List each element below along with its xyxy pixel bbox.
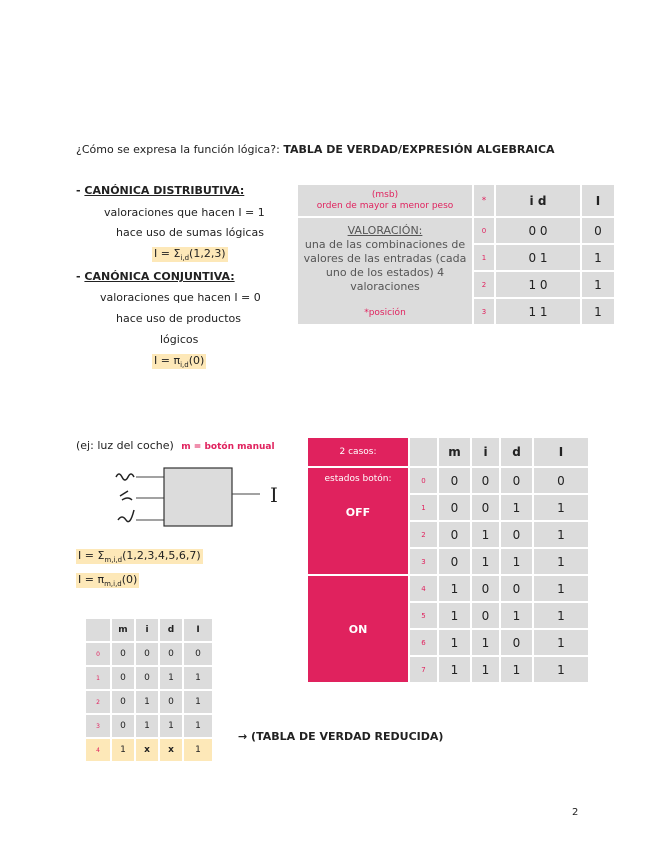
t1-row1-out: 1 bbox=[582, 245, 614, 270]
example-formula1: $I = \Sigma_{m,i,d}(1,2,3,4,5,6,7)$ bbox=[78, 549, 201, 565]
cc-line1: valoraciones que hacen I = 0 bbox=[100, 291, 261, 304]
star-header: * bbox=[474, 185, 494, 216]
cd-line1: valoraciones que hacen I = 1 bbox=[104, 206, 265, 219]
example-formula2: $I = \pi_{m,i,d}(0)$ bbox=[78, 573, 138, 589]
cc-line3: lógicos bbox=[160, 333, 199, 346]
heading-question: ¿Cómo se expresa la función lógica?: bbox=[76, 143, 280, 156]
on-group: ON bbox=[308, 576, 408, 682]
output-label: I bbox=[270, 483, 278, 507]
truth-table-reduced: m i d I 0 0 0 0 0 1 0 0 1 1 2 0 1 0 1 3 0 1 1 1 4 1 x x 1 bbox=[84, 617, 214, 763]
t1-row2-vals: 1 0 bbox=[496, 272, 580, 297]
cd-line2: hace uso de sumas lógicas bbox=[116, 226, 264, 239]
circuit-diagram bbox=[110, 462, 290, 532]
t1-row2-out: 1 bbox=[582, 272, 614, 297]
canonica-distributiva-title: - CANÓNICA DISTRIBUTIVA: bbox=[76, 184, 245, 197]
cc-formula: $I = \pi_{i,d}(0)$ bbox=[154, 354, 205, 370]
canonica-conjuntiva-title: - CANÓNICA CONJUNTIVA: bbox=[76, 270, 235, 283]
heading-answer: TABLA DE VERDAD/EXPRESIÓN ALGEBRAICA bbox=[283, 143, 555, 156]
example-note: m = botón manual bbox=[181, 442, 275, 452]
valoracion-cell: VALORACIÓN: una de las combinaciones de valores de las entradas (cada uno de los estados) 4 valoraciones *posición bbox=[298, 218, 472, 324]
casos-header: 2 casos: bbox=[308, 438, 408, 466]
logic-block bbox=[164, 468, 232, 526]
cc-line2: hace uso de productos bbox=[116, 312, 241, 325]
truth-table-1: (msb) orden de mayor a menor peso * i d I VALORACIÓN: una de las combinaciones de valores de las entradas (cada uno de los estados) 4 valoraciones *posición 0 0 0 0 1 0 1 1 2 1 0 1 3 1 1 1 bbox=[296, 183, 616, 326]
t1-row0-vals: 0 0 bbox=[496, 218, 580, 243]
page-heading bbox=[76, 143, 555, 156]
input-i-glyph bbox=[120, 491, 132, 500]
input-m-glyph bbox=[116, 474, 134, 480]
t1-row3-out: 1 bbox=[582, 299, 614, 324]
page-number: 2 bbox=[572, 807, 579, 818]
off-group: estados botón: OFF bbox=[308, 468, 408, 574]
cd-formula: $I = \Sigma_{i,d}(1,2,3)$ bbox=[154, 247, 226, 263]
example-label: (ej: luz del coche) m = botón manual bbox=[76, 439, 275, 452]
header-id: i d bbox=[496, 185, 580, 216]
t1-row3-vals: 1 1 bbox=[496, 299, 580, 324]
t1-row0-out: 0 bbox=[582, 218, 614, 243]
input-d-glyph bbox=[118, 510, 134, 522]
reduced-table-label: → (TABLA DE VERDAD REDUCIDA) bbox=[238, 730, 444, 743]
truth-table-2: 2 casos: m i d I estados botón: OFF 0 0 0 0 0 1 0 0 1 1 2 0 1 0 1 3 0 1 1 1 ON 4 1 0 0 1 5 1 0 1 1 6 1 1 0 1 7 1 1 1 1 bbox=[306, 436, 590, 684]
header-I: I bbox=[582, 185, 614, 216]
t1-row1-vals: 0 1 bbox=[496, 245, 580, 270]
msb-note: (msb) orden de mayor a menor peso bbox=[298, 185, 472, 216]
